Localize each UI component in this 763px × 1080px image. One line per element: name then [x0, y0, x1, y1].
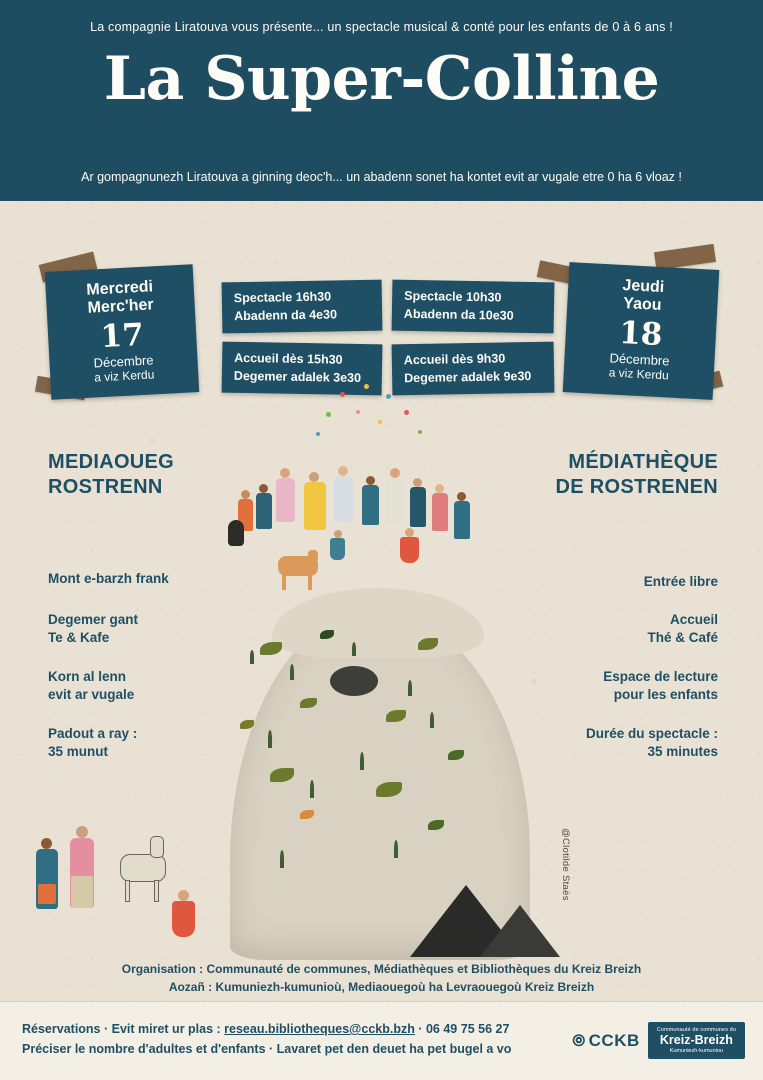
- footer-line-2: Préciser le nombre d'adultes et d'enfants · Lavaret pet den deuet ha pet bugel a vo: [22, 1042, 512, 1056]
- reservation-label: Réservations · Evit miret ur plas :: [22, 1022, 225, 1036]
- grass-icon: [408, 680, 412, 696]
- phone-number: · 06 49 75 56 27: [414, 1022, 510, 1036]
- organisation-text-fr: : Communauté de communes, Médiathèques et Bibliothèques du Kreiz Breizh: [195, 962, 642, 976]
- confetti-icon: [340, 392, 345, 397]
- kb-logo-bottom: Kumuniezh-kumuniou: [669, 1047, 723, 1054]
- feature-line: Mont e-barzh frank: [48, 571, 169, 586]
- organisation-line-fr: [0, 960, 763, 978]
- schedule-box-show-thursday: [392, 280, 555, 334]
- confetti-icon: [386, 394, 391, 399]
- feature-line: Thé & Café: [647, 630, 718, 646]
- grass-icon: [394, 840, 398, 858]
- feature-line: Durée du spectacle :: [585, 726, 718, 741]
- schedule-line-fr: Spectacle 10h30: [404, 288, 502, 305]
- schedule-line-fr: Spectacle 16h30: [233, 289, 332, 306]
- schedule-box-show-wednesday: [222, 280, 383, 334]
- grass-icon: [268, 730, 272, 748]
- date-month-fr: Décembre: [609, 350, 670, 369]
- logo-group: [572, 1022, 745, 1059]
- grass-icon: [360, 752, 364, 770]
- feature-line: pour les enfants: [613, 687, 718, 703]
- organisation-block: [0, 960, 763, 996]
- confetti-icon: [364, 384, 369, 389]
- organisation-label-br: Aozañ: [168, 980, 205, 994]
- feature-breton-4: [48, 725, 137, 761]
- schedule-line-br: Degemer adalek 3e30: [233, 368, 362, 386]
- date-day-br: Merc'her: [87, 296, 155, 318]
- mountain-icon: [480, 905, 560, 957]
- feature-line: Te & Kafe: [48, 630, 110, 646]
- feature-french-4: [586, 725, 718, 761]
- organisation-label-fr: Organisation: [121, 962, 196, 976]
- illustration-credit: @Clotilde Staës: [560, 828, 571, 901]
- date-day-fr: Mercredi: [85, 278, 154, 299]
- venue-name-breton: [48, 450, 174, 500]
- organisation-line-br: [0, 978, 763, 996]
- grass-icon: [352, 642, 356, 656]
- footer-contact: [22, 1019, 511, 1059]
- plant-icon: [260, 642, 282, 655]
- feature-line: Espace de lecture: [603, 669, 718, 684]
- grass-icon: [280, 850, 284, 868]
- confetti-icon: [316, 432, 320, 436]
- tagline-top: La compagnie Liratouva vous présente... un spectacle musical & conté pour les enfants de 0 à 6 ans !: [90, 20, 673, 34]
- hill-summit-icon: [272, 588, 484, 658]
- date-month-br: a viz Kerdu: [608, 365, 670, 383]
- tagline-bottom: Ar gompagnunezh Liratouva a ginning deoc'h... un abadenn sonet ha kontet evit ar vugale etre 0 ha 6 vloaz !: [81, 170, 682, 184]
- feature-line: 35 minutes: [647, 744, 718, 760]
- venue-french-line2: DE ROSTRENEN: [555, 476, 718, 498]
- grass-icon: [250, 650, 254, 664]
- feature-breton-2: [48, 611, 138, 647]
- confetti-icon: [378, 420, 382, 424]
- venue-french-line1: MÉDIATHÈQUE: [568, 451, 718, 473]
- date-card-thursday: [563, 262, 720, 400]
- feature-line: Korn al lenn: [48, 669, 127, 684]
- kb-logo-top: Communauté de communes du: [656, 1027, 736, 1033]
- poster-footer: [0, 1001, 763, 1080]
- schedule-line-fr: Accueil dès 9h30: [403, 351, 506, 368]
- kb-logo-main: Kreiz-Breizh: [659, 1033, 733, 1048]
- organisation-text-br: : Kumuniezh-kumunioù, Mediaouegoù ha Levraouegoù Kreiz Breizh: [204, 980, 595, 994]
- footer-line-1: [22, 1019, 511, 1039]
- swirl-icon: ⦾: [572, 1032, 586, 1050]
- date-day-fr: Jeudi: [622, 276, 665, 297]
- feature-french-2: [647, 611, 718, 647]
- date-card-wednesday: [45, 264, 199, 400]
- confetti-icon: [356, 410, 360, 414]
- poster-header: [0, 0, 763, 201]
- venue-breton-line1: MEDIAOUEG: [48, 451, 175, 473]
- feature-line: 35 munut: [48, 744, 109, 760]
- feature-french-3: [603, 668, 718, 704]
- kreiz-breizh-logo: [648, 1022, 745, 1059]
- feature-line: Degemer gant: [48, 612, 139, 627]
- confetti-icon: [404, 410, 409, 415]
- grass-icon: [430, 712, 434, 728]
- date-number: 17: [99, 316, 145, 355]
- feature-breton-1: [48, 570, 169, 588]
- grass-icon: [290, 664, 294, 680]
- feature-line: Entrée libre: [643, 574, 718, 589]
- feature-line: Padout a ray :: [48, 726, 138, 741]
- schedule-line-fr: Accueil dès 15h30: [234, 350, 343, 367]
- date-day-br: Yaou: [622, 295, 662, 315]
- date-number: 18: [618, 314, 664, 353]
- feature-breton-3: [48, 668, 134, 704]
- hedgehog-icon: [330, 666, 378, 696]
- venue-breton-line2: ROSTRENN: [48, 476, 163, 498]
- schedule-line-br: Degemer adalek 9e30: [404, 369, 532, 386]
- date-month-br: a viz Kerdu: [93, 367, 155, 385]
- confetti-icon: [326, 412, 331, 417]
- cckb-logo-text: CCKB: [588, 1030, 640, 1050]
- confetti-icon: [418, 430, 422, 434]
- feature-french-1: [644, 573, 718, 591]
- grass-icon: [310, 780, 314, 798]
- feature-line: Accueil: [669, 612, 718, 627]
- feature-line: evit ar vugale: [48, 687, 135, 703]
- schedule-line-br: Abadenn da 4e30: [234, 307, 338, 324]
- cckb-logo: [572, 1031, 639, 1051]
- page-title: La Super-Colline: [103, 44, 660, 114]
- date-month-fr: Décembre: [93, 352, 154, 371]
- schedule-line-br: Abadenn da 10e30: [403, 306, 514, 323]
- email-link[interactable]: reseau.bibliotheques@cckb.bzh: [224, 1022, 415, 1036]
- hill-illustration: [180, 380, 580, 960]
